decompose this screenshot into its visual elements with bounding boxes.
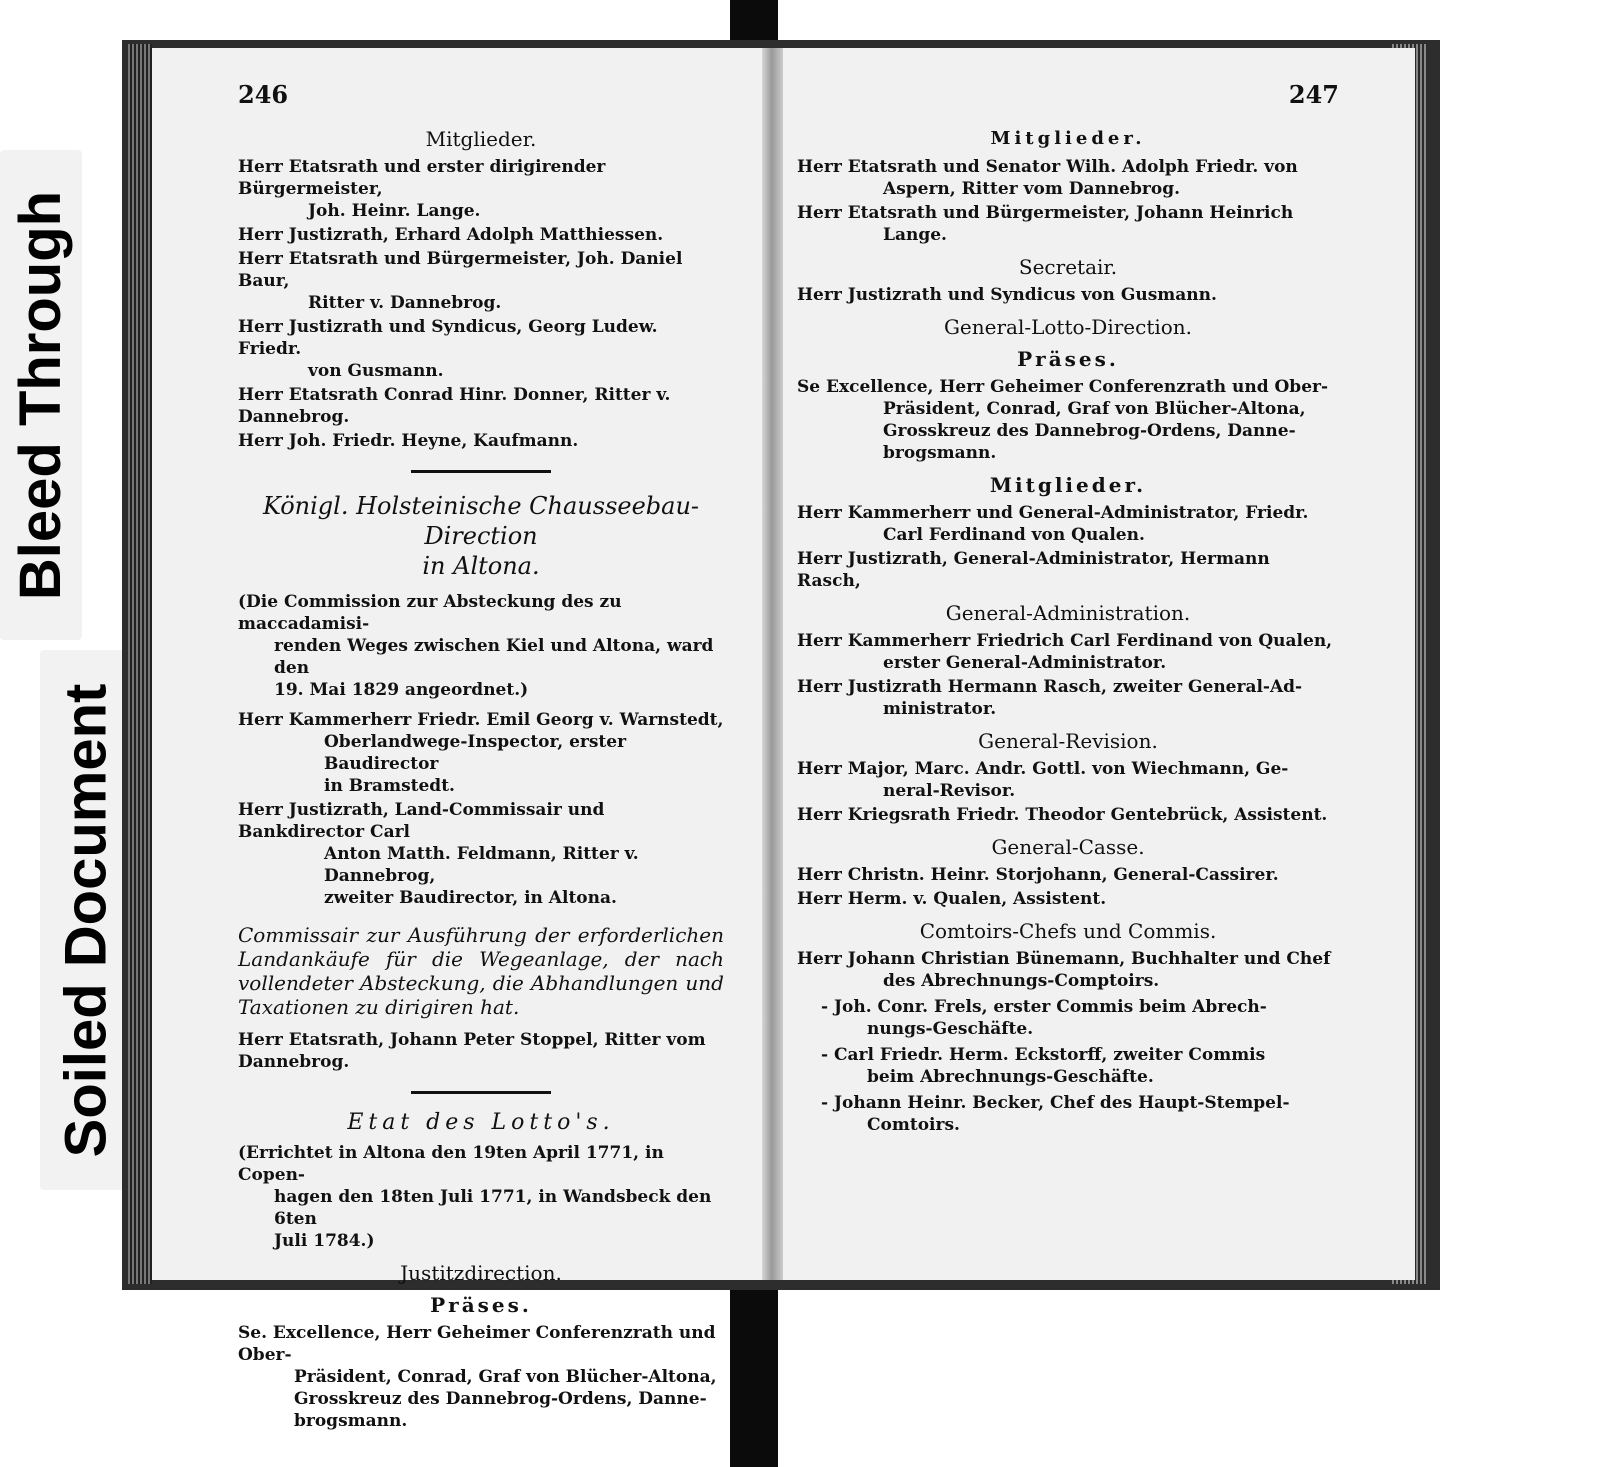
soiled-document-text: Soiled Document: [53, 683, 119, 1157]
comtoirs-entry: Herr Johann Christian Bünemann, Buchhalter und Chef des Abrechnungs-Comptoirs.: [797, 949, 1331, 991]
member-entry: Herr Etatsrath und erster dirigirender Bürgermeister, Joh. Heinr. Lange.: [238, 157, 606, 221]
comtoirs-entry: - Johann Heinr. Becker, Chef des Haupt-Stempel- Comtoirs.: [821, 1093, 1290, 1135]
member-entry: Herr Etatsrath Conrad Hinr. Donner, Ritter v. Dannebrog.: [238, 385, 671, 427]
administration-heading: General-Administration.: [945, 601, 1191, 625]
comtoirs-heading: Comtoirs-Chefs und Commis.: [919, 919, 1217, 943]
left-page: [152, 48, 764, 1431]
etat-note: (Errichtet in Altona den 19ten April 1771, in Copen- hagen den 18ten Juli 1771, in Wandsbeck den 6ten Juli 1784.): [238, 1143, 712, 1251]
praeses-entry: Se Excellence, Herr Geheimer Conferenzrath und Ober- Präsident, Conrad, Graf von Blücher-Altona, Grosskreuz des Dannebrog-Ordens, Danne- brogsmann.: [797, 377, 1329, 463]
divider-rule: [411, 470, 551, 473]
secretair-heading: Secretair.: [1018, 255, 1118, 279]
casse-heading: General-Casse.: [991, 835, 1145, 859]
casse-entry: Herr Christn. Heinr. Storjohann, General-Cassirer.: [797, 865, 1279, 885]
etat-heading: Etat des Lotto's.: [347, 1110, 615, 1135]
divider-rule: [411, 1091, 551, 1094]
member-entry: Herr Justizrath, General-Administrator, Hermann Rasch,: [797, 549, 1270, 591]
stoppel-entry: Herr Etatsrath, Johann Peter Stoppel, Ritter vom Dannebrog.: [238, 1030, 706, 1072]
mitglieder2-heading: Mitglieder.: [989, 473, 1147, 497]
revision-entry: Herr Kriegsrath Friedr. Theodor Gentebrück, Assistent.: [797, 805, 1328, 825]
section-heading-mitglieder: Mitglieder.: [990, 128, 1146, 149]
bleed-through-label: [0, 150, 82, 640]
bleed-through-text: Bleed Through: [8, 190, 74, 600]
page-number: 247: [1288, 80, 1339, 109]
secretair-entry: Herr Justizrath und Syndicus von Gusmann.: [797, 285, 1217, 305]
comtoirs-entry: - Joh. Conr. Frels, erster Commis beim Abrech- nungs-Geschäfte.: [821, 997, 1267, 1039]
chaussee-member-entry: Herr Justizrath, Land-Commissair und Bankdirector Carl Anton Matth. Feldmann, Ritter v. Dannebrog, zweiter Baudirector, in Altona.: [238, 800, 639, 908]
casse-entry: Herr Herm. v. Qualen, Assistent.: [797, 889, 1107, 909]
justiz-heading: Justitzdirection.: [400, 1261, 562, 1285]
member-entry: Herr Justizrath und Syndicus, Georg Ludew. Friedr. von Gusmann.: [238, 317, 658, 381]
administration-entry: Herr Justizrath Hermann Rasch, zweiter General-Ad- ministrator.: [797, 677, 1303, 719]
praeses-heading: Präses.: [430, 1293, 532, 1317]
section-heading-mitglieder: Mitglieder.: [425, 127, 537, 151]
commission-note: (Die Commission zur Absteckung des zu maccadamisi- renden Weges zwischen Kiel und Altona, ward den 19. Mai 1829 angeordnet.): [238, 592, 714, 700]
praeses-heading: Präses.: [1017, 347, 1119, 371]
member-entry: Herr Kammerherr und General-Administrator, Friedr. Carl Ferdinand von Qualen.: [797, 503, 1309, 545]
member-entry: Herr Etatsrath und Senator Wilh. Adolph Friedr. von Aspern, Ritter vom Dannebrog.: [797, 157, 1298, 199]
lotto-direction-heading: General-Lotto-Direction.: [943, 315, 1193, 339]
chaussee-member-entry: Herr Kammerherr Friedr. Emil Georg v. Warnstedt, Oberlandwege-Inspector, erster Baudirector in Bramstedt.: [238, 710, 724, 796]
member-entry: Herr Justizrath, Erhard Adolph Matthiessen.: [238, 225, 664, 245]
praeses-entry: Se. Excellence, Herr Geheimer Conferenzrath und Ober- Präsident, Conrad, Graf von Blücher-Altona, Grosskreuz des Dannebrog-Ordens, Danne- brogsmann.: [238, 1323, 717, 1431]
left-page-edges: [128, 44, 152, 1284]
revision-heading: General-Revision.: [978, 729, 1158, 753]
comtoirs-entry: - Carl Friedr. Herm. Eckstorff, zweiter Commis beim Abrechnungs-Geschäfte.: [821, 1045, 1266, 1087]
soiled-document-label: [40, 650, 132, 1190]
revision-entry: Herr Major, Marc. Andr. Gottl. von Wiechmann, Ge- neral-Revisor.: [797, 759, 1289, 801]
administration-entry: Herr Kammerherr Friedrich Carl Ferdinand von Qualen, erster General-Administrator.: [797, 631, 1333, 673]
member-entry: Herr Joh. Friedr. Heyne, Kaufmann.: [238, 431, 579, 451]
right-page: [783, 48, 1415, 1280]
commissair-description: Commissair zur Ausführung der erforderlichen Landankäufe für die Wegeanlage, der nach vollendeter Absteckung, die Abhandlungen und Taxationen zu dirigiren hat.: [238, 923, 724, 1019]
member-entry: Herr Etatsrath und Bürgermeister, Johann Heinrich Lange.: [797, 203, 1294, 245]
page-number: 246: [238, 80, 289, 109]
member-entry: Herr Etatsrath und Bürgermeister, Joh. Daniel Baur, Ritter v. Dannebrog.: [238, 249, 683, 313]
book-gutter: [762, 48, 784, 1280]
chaussee-title: Königl. Holsteinische Chausseebau-Direction in Altona.: [262, 492, 700, 580]
